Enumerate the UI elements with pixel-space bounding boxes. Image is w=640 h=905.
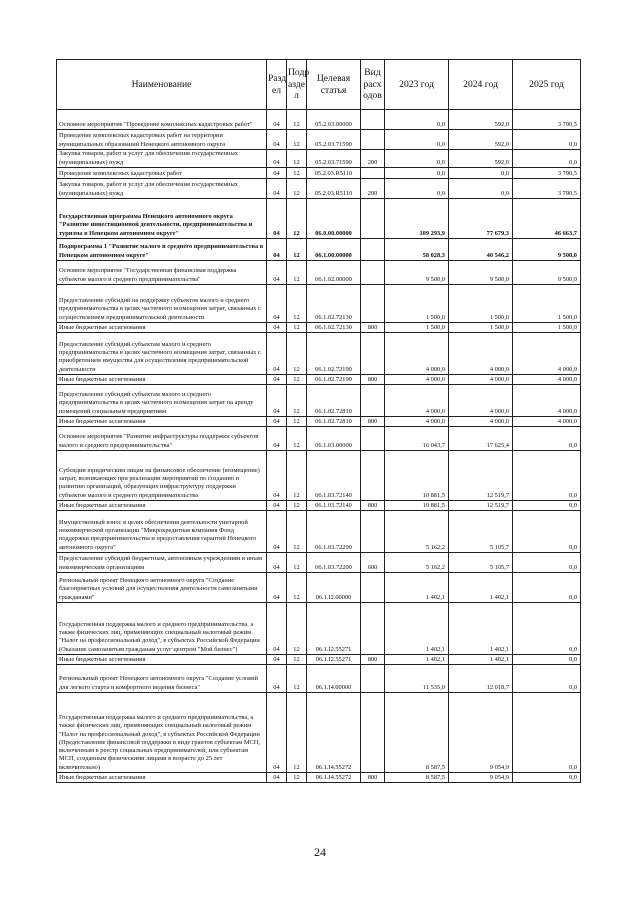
- row-expense-type: [361, 511, 385, 553]
- row-expense-type: 200: [361, 150, 385, 168]
- row-podrazdel: 12: [287, 511, 307, 553]
- row-value-2025: 3 790,5: [513, 179, 581, 199]
- table-row: [57, 323, 581, 333]
- row-value-2024: 9 500,0: [449, 261, 513, 285]
- row-value-2024: 5 105,7: [449, 553, 513, 573]
- budget-table: [56, 59, 581, 783]
- row-podrazdel: 12: [287, 427, 307, 451]
- table-row: [57, 451, 581, 501]
- table-row: [57, 427, 581, 451]
- row-value-2024: 9 054,9: [449, 693, 513, 773]
- row-value-2025: 4 000,0: [513, 417, 581, 427]
- row-value-2025: 0,0: [513, 573, 581, 603]
- header-name: Наименование: [57, 60, 267, 110]
- row-name: Основное мероприятие "Развитие инфраструктуры поддержки субъектов малого и среднего предпринимательства": [57, 427, 267, 451]
- row-value-2024: 1 402,1: [449, 603, 513, 655]
- row-podrazdel: 12: [287, 168, 307, 179]
- row-target-article: 06.1.03.72200: [307, 511, 361, 553]
- row-name: Субсидии юридическим лицам на финансовое обеспечение (возмещение) затрат, возникающих при реализации мероприятий по созданию и развитию организаций, образующих инфраструктуру поддержки субъектов малого и среднего предпринимательства: [57, 451, 267, 501]
- row-razdel: 04: [267, 451, 287, 501]
- row-razdel: 04: [267, 693, 287, 773]
- row-name: Региональный проект Ненецкого автономного округа "Создание условий для легкого старта и комфортного ведения бизнеса": [57, 665, 267, 693]
- row-name: Проведение комплексных кадастровых работ: [57, 168, 267, 179]
- header-expense-type: Вид расх одов: [361, 60, 385, 110]
- row-value-2025: 3 790,5: [513, 168, 581, 179]
- row-podrazdel: 12: [287, 451, 307, 501]
- row-target-article: 06.1.03.00000: [307, 427, 361, 451]
- row-name: Подпрограмма 1 "Развитие малого и среднего предпринимательства в Ненецком автономном округе": [57, 239, 267, 261]
- table-row: [57, 375, 581, 385]
- row-name: Государственная поддержка малого и среднего предпринимательства, а также физических лиц, применяющих специальный налоговый режим "Налог на профессиональный доход", в субъектах Российской Федерации (Предоставление финансовой поддержки в виде грантов субъектам МСП, включенным в реестр социальных предпринимателей, или субъектам МСП, созданным физическими лицами в возрасте до 25 лет включительно): [57, 693, 267, 773]
- row-name: Государственная поддержка малого и среднего предпринимательства, а также физических лиц, применяющих специальный налоговый режим "Налог на профессиональный доход", в субъектах Российской Федерации (Оказание самозанятым гражданам услуг центром "Мой бизнес"): [57, 603, 267, 655]
- row-razdel: 04: [267, 261, 287, 285]
- row-value-2023: 4 000,0: [385, 385, 449, 417]
- row-target-article: 06.1.02.72130: [307, 285, 361, 323]
- row-name: Предоставление субсидий бюджетным, автономным учреждениям и иным некоммерческим организациям: [57, 553, 267, 573]
- row-podrazdel: 12: [287, 385, 307, 417]
- row-podrazdel: 12: [287, 375, 307, 385]
- row-value-2024: 9 054,9: [449, 773, 513, 783]
- row-expense-type: [361, 385, 385, 417]
- row-target-article: 06.1.I2.55271: [307, 655, 361, 665]
- row-expense-type: [361, 451, 385, 501]
- row-value-2023: 10 881,5: [385, 451, 449, 501]
- row-target-article: 06.1.I4.55272: [307, 693, 361, 773]
- row-value-2023: 1 402,1: [385, 603, 449, 655]
- row-name: Закупка товаров, работ и услуг для обеспечения государственных (муниципальных) нужд: [57, 179, 267, 199]
- row-value-2023: 0,0: [385, 179, 449, 199]
- row-value-2024: 1 402,1: [449, 655, 513, 665]
- row-name: Предоставление субсидий субъектам малого и среднего предпринимательства в целях частичного возмещения затрат на аренду помещений социальным предприятиям: [57, 385, 267, 417]
- row-value-2023: 1 402,1: [385, 573, 449, 603]
- row-podrazdel: 12: [287, 199, 307, 239]
- row-name: Закупка товаров, работ и услуг для обеспечения государственных (муниципальных) нужд: [57, 150, 267, 168]
- row-target-article: 05.2.03.R5110: [307, 179, 361, 199]
- row-name: Иные бюджетные ассигнования: [57, 773, 267, 783]
- row-podrazdel: 12: [287, 573, 307, 603]
- row-podrazdel: 12: [287, 323, 307, 333]
- row-podrazdel: 12: [287, 179, 307, 199]
- row-podrazdel: 12: [287, 333, 307, 375]
- row-value-2023: 8 587,5: [385, 773, 449, 783]
- row-value-2025: 9 500,0: [513, 239, 581, 261]
- row-value-2023: 9 500,0: [385, 261, 449, 285]
- row-value-2023: 1 500,0: [385, 323, 449, 333]
- row-razdel: 04: [267, 110, 287, 130]
- row-razdel: 04: [267, 130, 287, 150]
- row-podrazdel: 12: [287, 285, 307, 323]
- row-razdel: 04: [267, 150, 287, 168]
- row-target-article: 05.2.03.00000: [307, 110, 361, 130]
- row-razdel: 04: [267, 773, 287, 783]
- row-expense-type: 800: [361, 323, 385, 333]
- row-value-2023: 4 000,0: [385, 333, 449, 375]
- row-razdel: 04: [267, 333, 287, 375]
- row-value-2024: 4 000,0: [449, 375, 513, 385]
- table-row: [57, 285, 581, 323]
- row-podrazdel: 12: [287, 665, 307, 693]
- row-podrazdel: 12: [287, 261, 307, 285]
- table-row: [57, 501, 581, 511]
- row-razdel: 04: [267, 655, 287, 665]
- row-target-article: 05.2.03.71590: [307, 130, 361, 150]
- table-row: [57, 417, 581, 427]
- row-value-2023: 58 028,3: [385, 239, 449, 261]
- row-target-article: 06.1.I2.55271: [307, 603, 361, 655]
- table-row: [57, 665, 581, 693]
- row-value-2024: 40 546,2: [449, 239, 513, 261]
- row-razdel: 04: [267, 665, 287, 693]
- row-value-2024: 4 000,0: [449, 417, 513, 427]
- row-value-2024: 12 018,7: [449, 665, 513, 693]
- row-value-2024: 592,0: [449, 150, 513, 168]
- row-value-2023: 5 162,2: [385, 511, 449, 553]
- table-row: [57, 655, 581, 665]
- row-value-2025: 0,0: [513, 693, 581, 773]
- row-name: Предоставление субсидий субъектам малого и среднего предпринимательства в целях частичного возмещения затрат, связанных с приобретением имущества для осуществления предпринимательской деятельности: [57, 333, 267, 375]
- row-target-article: 06.1.02.72810: [307, 385, 361, 417]
- row-razdel: 04: [267, 417, 287, 427]
- table-row: [57, 385, 581, 417]
- row-razdel: 04: [267, 375, 287, 385]
- row-expense-type: [361, 199, 385, 239]
- row-razdel: 04: [267, 553, 287, 573]
- row-value-2025: 4 000,0: [513, 333, 581, 375]
- row-target-article: 05.2.03.R5110: [307, 168, 361, 179]
- row-value-2024: 12 519,7: [449, 451, 513, 501]
- row-razdel: 04: [267, 385, 287, 417]
- row-value-2023: 16 043,7: [385, 427, 449, 451]
- row-value-2025: 0,0: [513, 655, 581, 665]
- row-value-2023: 0,0: [385, 130, 449, 150]
- row-expense-type: [361, 285, 385, 323]
- page-number: 24: [314, 845, 326, 859]
- table-row: [57, 573, 581, 603]
- row-podrazdel: 12: [287, 773, 307, 783]
- row-value-2024: 0,0: [449, 168, 513, 179]
- row-value-2025: 46 663,7: [513, 199, 581, 239]
- row-razdel: 04: [267, 323, 287, 333]
- table-row: [57, 110, 581, 130]
- row-expense-type: 800: [361, 417, 385, 427]
- row-podrazdel: 12: [287, 417, 307, 427]
- row-value-2024: 592,0: [449, 110, 513, 130]
- row-value-2024: 4 000,0: [449, 385, 513, 417]
- row-value-2025: 0,0: [513, 150, 581, 168]
- row-value-2024: 12 519,7: [449, 501, 513, 511]
- row-name: Имущественный взнос в целях обеспечения деятельности унитарной некоммерческой организации "Микрокредитная компания Фонд поддержки предпринимательства и предоставления гарантий Ненецкого автономного округа": [57, 511, 267, 553]
- row-value-2023: 4 000,0: [385, 375, 449, 385]
- row-target-article: 05.2.03.71590: [307, 150, 361, 168]
- table-row: [57, 333, 581, 375]
- row-expense-type: [361, 261, 385, 285]
- row-expense-type: [361, 239, 385, 261]
- row-value-2024: 0,0: [449, 179, 513, 199]
- row-expense-type: [361, 333, 385, 375]
- row-expense-type: [361, 603, 385, 655]
- table-row: [57, 511, 581, 553]
- row-expense-type: [361, 693, 385, 773]
- row-podrazdel: 12: [287, 603, 307, 655]
- row-value-2025: 0,0: [513, 511, 581, 553]
- row-target-article: 06.1.03.72200: [307, 553, 361, 573]
- table-row: [57, 553, 581, 573]
- row-value-2023: 109 293,9: [385, 199, 449, 239]
- table-row: [57, 239, 581, 261]
- row-name: Основное мероприятие "Проведение комплексных кадастровых работ": [57, 110, 267, 130]
- row-podrazdel: 12: [287, 501, 307, 511]
- row-value-2025: 0,0: [513, 427, 581, 451]
- row-value-2023: 0,0: [385, 150, 449, 168]
- row-podrazdel: 12: [287, 553, 307, 573]
- row-target-article: 06.1.02.72130: [307, 323, 361, 333]
- table-row: [57, 199, 581, 239]
- row-value-2024: 1 500,0: [449, 323, 513, 333]
- row-value-2024: 1 402,1: [449, 573, 513, 603]
- row-value-2023: 1 402,1: [385, 655, 449, 665]
- row-name: Основное мероприятие "Государственная финансовая поддержка субъектов малого и среднего предпринимательства": [57, 261, 267, 285]
- row-podrazdel: 12: [287, 150, 307, 168]
- row-expense-type: 800: [361, 501, 385, 511]
- row-value-2024: 5 105,7: [449, 511, 513, 553]
- row-expense-type: [361, 130, 385, 150]
- row-value-2024: 1 500,0: [449, 285, 513, 323]
- header-2024: 2024 год: [449, 60, 513, 110]
- row-razdel: 04: [267, 603, 287, 655]
- row-value-2025: 0,0: [513, 451, 581, 501]
- row-expense-type: [361, 427, 385, 451]
- header-podrazdel: Подр азде л: [287, 60, 307, 110]
- table-row: [57, 168, 581, 179]
- row-name: Иные бюджетные ассигнования: [57, 655, 267, 665]
- row-value-2023: 8 587,5: [385, 693, 449, 773]
- row-value-2023: 10 881,5: [385, 501, 449, 511]
- row-expense-type: 600: [361, 553, 385, 573]
- row-name: Региональный проект Ненецкого автономного округа "Создание благоприятных условий для осуществления деятельности самозанятыми гражданами": [57, 573, 267, 603]
- row-podrazdel: 12: [287, 693, 307, 773]
- row-value-2023: 0,0: [385, 168, 449, 179]
- row-podrazdel: 12: [287, 655, 307, 665]
- row-target-article: 06.1.02.72810: [307, 417, 361, 427]
- row-value-2023: 4 000,0: [385, 417, 449, 427]
- row-expense-type: [361, 110, 385, 130]
- table-row: [57, 603, 581, 655]
- row-name: Иные бюджетные ассигнования: [57, 375, 267, 385]
- table-row: [57, 179, 581, 199]
- row-value-2025: 0,0: [513, 501, 581, 511]
- row-value-2025: 0,0: [513, 553, 581, 573]
- row-value-2024: 4 000,0: [449, 333, 513, 375]
- row-value-2025: 0,0: [513, 773, 581, 783]
- row-value-2025: 4 000,0: [513, 375, 581, 385]
- row-value-2025: 0,0: [513, 130, 581, 150]
- row-target-article: 06.1.I4.00000: [307, 665, 361, 693]
- row-razdel: 04: [267, 427, 287, 451]
- table-row: [57, 693, 581, 773]
- row-target-article: 06.1.I4.55272: [307, 773, 361, 783]
- row-expense-type: 800: [361, 655, 385, 665]
- row-name: Иные бюджетные ассигнования: [57, 323, 267, 333]
- row-target-article: 06.1.I2.00000: [307, 573, 361, 603]
- row-name: Иные бюджетные ассигнования: [57, 501, 267, 511]
- row-target-article: 06.1.02.00000: [307, 261, 361, 285]
- row-razdel: 04: [267, 573, 287, 603]
- row-razdel: 04: [267, 501, 287, 511]
- row-expense-type: [361, 665, 385, 693]
- row-name: Предоставление субсидий на поддержку субъектов малого и среднего предпринимательства в целях частичного возмещения затрат, связанных с осуществлением предпринимательской деятельности: [57, 285, 267, 323]
- row-expense-type: [361, 573, 385, 603]
- row-name: Государственная программа Ненецкого автономного округа "Развитие инвестиционной деятельности, предпринимательства и туризма в Ненецком автономном округе": [57, 199, 267, 239]
- row-expense-type: 800: [361, 375, 385, 385]
- row-target-article: 06.1.02.72190: [307, 375, 361, 385]
- row-value-2023: 0,0: [385, 110, 449, 130]
- row-razdel: 04: [267, 239, 287, 261]
- row-value-2024: 77 679,3: [449, 199, 513, 239]
- row-razdel: 04: [267, 199, 287, 239]
- row-target-article: 06.1.03.72140: [307, 501, 361, 511]
- table-row: [57, 261, 581, 285]
- row-razdel: 04: [267, 179, 287, 199]
- row-value-2025: 3 790,5: [513, 110, 581, 130]
- row-target-article: 06.0.00.00000: [307, 199, 361, 239]
- header-target-article: Целевая статья: [307, 60, 361, 110]
- header-2025: 2025 год: [513, 60, 581, 110]
- row-razdel: 04: [267, 168, 287, 179]
- row-value-2025: 4 000,0: [513, 385, 581, 417]
- row-target-article: 06.1.03.72140: [307, 451, 361, 501]
- row-razdel: 04: [267, 285, 287, 323]
- row-value-2024: 592,0: [449, 130, 513, 150]
- row-value-2025: 9 500,0: [513, 261, 581, 285]
- row-value-2025: 0,0: [513, 665, 581, 693]
- row-razdel: 04: [267, 511, 287, 553]
- row-target-article: 06.1.00.00000: [307, 239, 361, 261]
- table-row: [57, 130, 581, 150]
- table-header-row: [57, 60, 581, 110]
- row-name: Иные бюджетные ассигнования: [57, 417, 267, 427]
- row-value-2024: 17 625,4: [449, 427, 513, 451]
- row-expense-type: 800: [361, 773, 385, 783]
- row-value-2023: 1 500,0: [385, 285, 449, 323]
- header-2023: 2023 год: [385, 60, 449, 110]
- row-expense-type: [361, 168, 385, 179]
- header-razdel: Разд ел: [267, 60, 287, 110]
- table-row: [57, 150, 581, 168]
- table-row: [57, 773, 581, 783]
- row-expense-type: 200: [361, 179, 385, 199]
- row-value-2023: 5 162,2: [385, 553, 449, 573]
- row-target-article: 06.1.02.72190: [307, 333, 361, 375]
- row-podrazdel: 12: [287, 130, 307, 150]
- row-value-2023: 11 535,0: [385, 665, 449, 693]
- row-value-2025: 1 500,0: [513, 285, 581, 323]
- row-podrazdel: 12: [287, 239, 307, 261]
- row-value-2025: 1 500,0: [513, 323, 581, 333]
- row-podrazdel: 12: [287, 110, 307, 130]
- row-value-2025: 0,0: [513, 603, 581, 655]
- row-name: Проведение комплексных кадастровых работ на территории муниципальных образований Ненецкого автономного округа: [57, 130, 267, 150]
